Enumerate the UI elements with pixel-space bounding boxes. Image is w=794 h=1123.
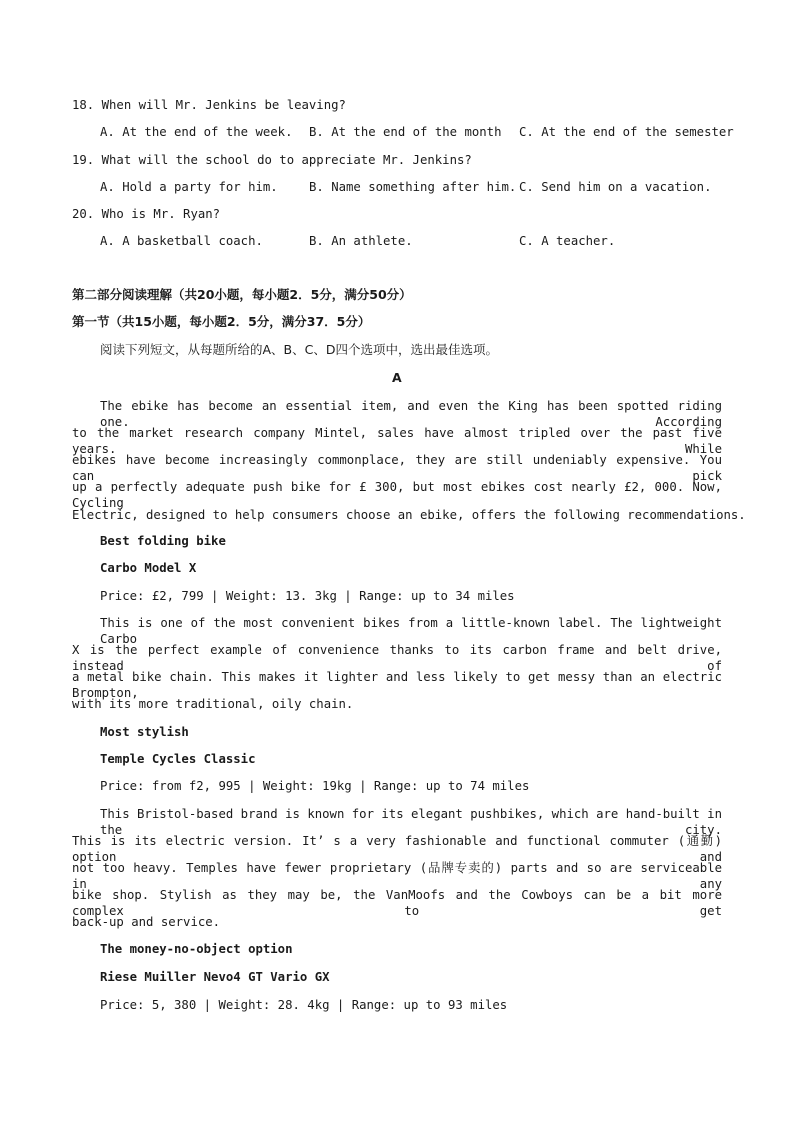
part-title: 第二部分阅读理解（共20小题，每小题2．5分，满分50分） (72, 287, 412, 302)
item-1-desc-line-3: a metal bike chain. This makes it lighter and less likely to get messy than an electric Brompton, (72, 670, 722, 700)
item-1-desc-line-4: with its more traditional, oily chain. (72, 697, 354, 711)
item-2-specs: Price: from f2, 995 | Weight: 19kg | Range: up to 74 miles (100, 779, 530, 793)
question-18-option-a: A. At the end of the week. (100, 125, 293, 139)
question-20-option-c: C. A teacher. (519, 234, 616, 248)
item-1-category: Best folding bike (100, 534, 226, 548)
item-1-name: Carbo Model X (100, 561, 197, 575)
item-3-specs: Price: 5, 380 | Weight: 28. 4kg | Range: up to 93 miles (100, 998, 508, 1012)
item-3-category: The money-no-object option (100, 942, 293, 956)
question-20-option-a: A. A basketball coach. (100, 234, 263, 248)
intro-line-3: ebikes have become increasingly commonplace, they are still undeniably expensive. You can pick (72, 453, 722, 483)
item-3-name: Riese Muiller Nevo4 GT Vario GX (100, 970, 330, 984)
question-19-option-b: B. Name something after him. (309, 180, 517, 194)
item-2-name: Temple Cycles Classic (100, 752, 256, 766)
question-18-option-c: C. At the end of the semester (519, 125, 734, 139)
item-1-desc-line-2: X is the perfect example of convenience thanks to its carbon frame and belt drive, instead of (72, 643, 722, 673)
intro-line-2: to the market research company Mintel, sales have almost tripled over the past five years. While (72, 426, 722, 456)
question-18-option-b: B. At the end of the month (309, 125, 502, 139)
question-19-option-a: A. Hold a party for him. (100, 180, 278, 194)
item-1-desc-line-1: This is one of the most convenient bikes from a little-known label. The lightweight Carbo (100, 616, 722, 646)
question-20-option-b: B. An athlete. (309, 234, 413, 248)
intro-line-5: Electric, designed to help consumers choose an ebike, offers the following recommendations. (72, 508, 746, 522)
item-2-desc-line-4: bike shop. Stylish as they may be, the VanMoofs and the Cowboys can be a bit more complex to get (72, 888, 722, 918)
intro-line-4: up a perfectly adequate push bike for £ 300, but most ebikes cost nearly £2, 000. Now, Cycling (72, 480, 722, 510)
item-2-category: Most stylish (100, 725, 189, 739)
section-title: 第一节（共15小题，每小题2．5分，满分37．5分） (72, 314, 371, 329)
item-2-desc-line-5: back-up and service. (72, 915, 221, 929)
item-1-specs: Price: £2, 799 | Weight: 13. 3kg | Range: up to 34 miles (100, 589, 515, 603)
section-instruction: 阅读下列短文，从每题所给的A、B、C、D四个选项中，选出最佳选项。 (100, 342, 498, 357)
item-2-desc-line-2: This is its electric version. It’ s a very fashionable and functional commuter (通勤) option and (72, 834, 722, 864)
item-2-desc-line-3: not too heavy. Temples have fewer proprietary (品牌专卖的) parts and so are serviceable in any (72, 861, 722, 891)
question-18-stem: 18. When will Mr. Jenkins be leaving? (72, 98, 346, 112)
question-19-option-c: C. Send him on a vacation. (519, 180, 712, 194)
question-20-stem: 20. Who is Mr. Ryan? (72, 207, 221, 221)
question-19-stem: 19. What will the school do to appreciate Mr. Jenkins? (72, 153, 472, 167)
passage-label: A (392, 370, 402, 385)
item-2-desc-line-1: This Bristol-based brand is known for its elegant pushbikes, which are hand-built in the city. (100, 807, 722, 837)
intro-line-1: The ebike has become an essential item, and even the King has been spotted riding one. According (100, 399, 722, 429)
